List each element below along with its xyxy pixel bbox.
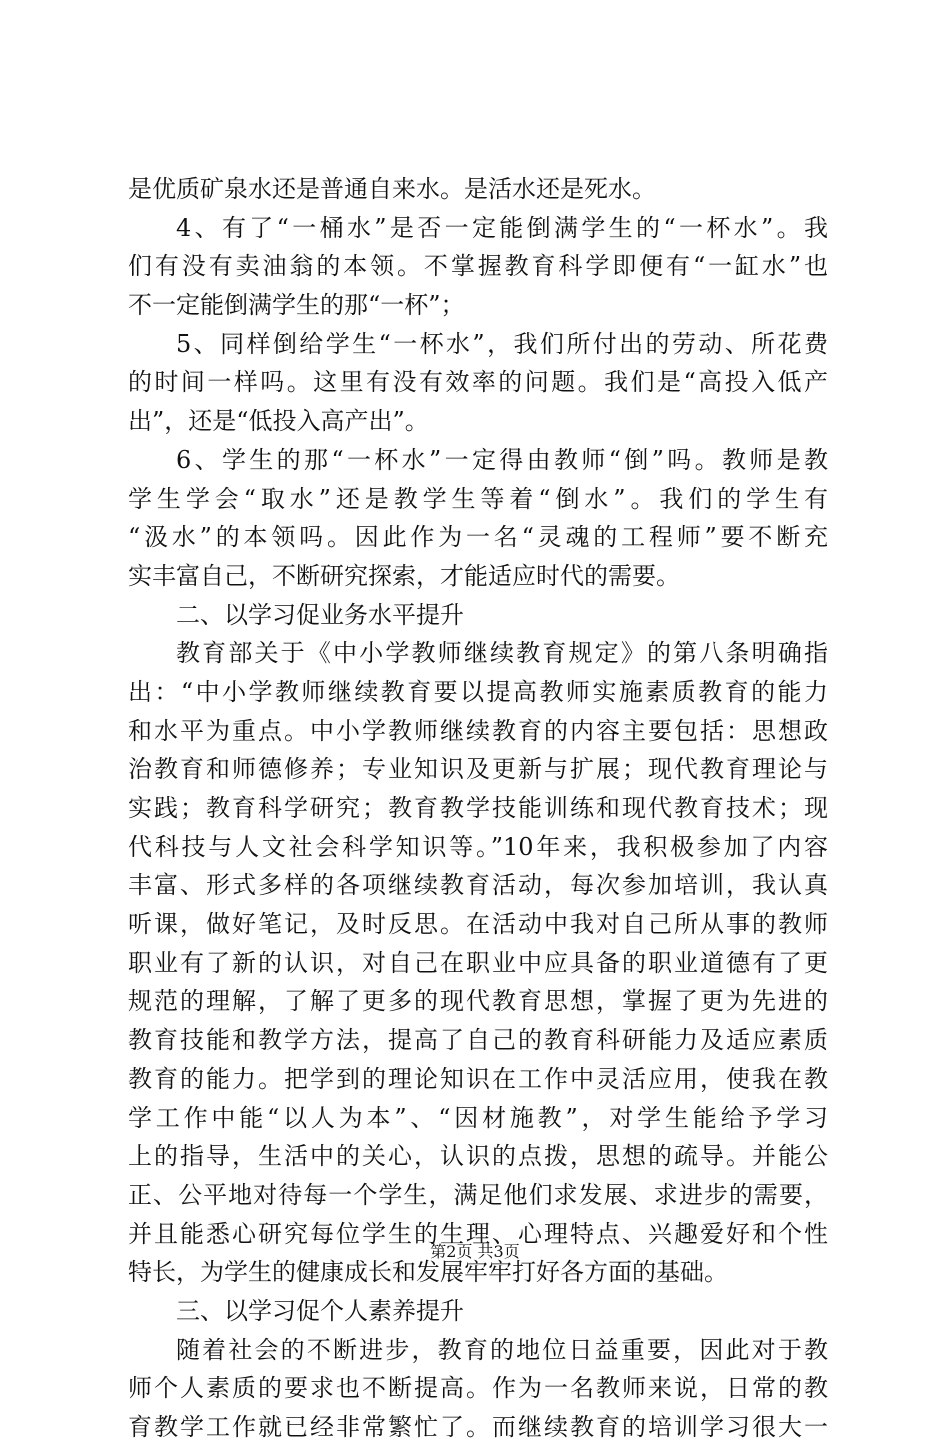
text-line: 特长，为学生的健康成长和发展牢牢打好各方面的基础。 <box>128 1258 728 1287</box>
text-line: 学生学会“取水”还是教学生等着“倒水”。我们的学生有 <box>128 484 828 513</box>
text-line: 教育技能和教学方法，提高了自己的教育科研能力及适应素质 <box>128 1026 828 1055</box>
text-line: 教育部关于《中小学教师继续教育规定》的第八条明确指 <box>176 639 828 668</box>
text-line: 教育的能力。把学到的理论知识在工作中灵活应用，使我在教 <box>128 1064 828 1093</box>
text-line: 的时间一样吗。这里有没有效率的问题。我们是“高投入低产 <box>128 368 828 397</box>
text-line: 出：“中小学教师继续教育要以提高教师实施素质教育的能力 <box>128 677 828 706</box>
text-line: 规范的理解，了解了更多的现代教育思想，掌握了更为先进的 <box>128 987 828 1016</box>
text-line: 不一定能倒满学生的那“一杯”； <box>128 291 465 320</box>
text-line: 治教育和师德修养；专业知识及更新与扩展；现代教育理论与 <box>128 755 828 784</box>
text-line: 6、学生的那“一杯水”一定得由教师“倒”吗。教师是教 <box>176 445 828 474</box>
text-line: 学工作中能“以人为本”、“因材施教”，对学生能给予学习 <box>128 1103 828 1132</box>
text-line: 代科技与人文社会科学知识等。”10年来，我积极参加了内容 <box>128 832 828 861</box>
text-line: 随着社会的不断进步，教育的地位日益重要，因此对于教 <box>176 1335 828 1364</box>
text-line: 和水平为重点。中小学教师继续教育的内容主要包括：思想政 <box>128 716 828 745</box>
text-line: 丰富、形式多样的各项继续教育活动，每次参加培训，我认真 <box>128 871 828 900</box>
text-line: 实丰富自己，不断研究探索，才能适应时代的需要。 <box>128 561 680 590</box>
text-line: 听课，做好笔记，及时反思。在活动中我对自己所从事的教师 <box>128 910 828 939</box>
text-line: 职业有了新的认识，对自己在职业中应具备的职业道德有了更 <box>128 948 828 977</box>
text-line: 上的指导，生活中的关心，认识的点拨，思想的疏导。并能公 <box>128 1142 828 1171</box>
text-line: 三、以学习促个人素养提升 <box>176 1296 464 1325</box>
text-line: 实践；教育科学研究；教育教学技能训练和现代教育技术；现 <box>128 794 828 822</box>
text-line: “汲水”的本领吗。因此作为一名“灵魂的工程师”要不断充 <box>128 523 828 552</box>
text-line: 出”，还是“低投入高产出”。 <box>128 407 429 436</box>
text-line: 正、公平地对待每一个学生，满足他们求发展、求进步的需要， <box>128 1180 828 1209</box>
text-line: 5、同样倒给学生“一杯水”，我们所付出的劳动、所花费 <box>176 329 828 358</box>
text-line: 们有没有卖油翁的本领。不掌握教育科学即便有“一缸水”也 <box>128 252 828 281</box>
text-line: 育教学工作就已经非常繁忙了。而继续教育的培训学习很大一 <box>128 1413 828 1441</box>
text-line: 4、有了“一桶水”是否一定能倒满学生的“一杯水”。我 <box>176 213 828 242</box>
text-line: 师个人素质的要求也不断提高。作为一名教师来说，日常的教 <box>128 1374 828 1403</box>
text-line: 二、以学习促业务水平提升 <box>176 600 464 629</box>
text-line: 并且能悉心研究每位学生的生理、心理特点、兴趣爱好和个性 <box>128 1219 828 1248</box>
page-footer: 第2页 共3页 <box>430 1242 520 1261</box>
text-line: 是优质矿泉水还是普通自来水。是活水还是死水。 <box>128 175 656 203</box>
